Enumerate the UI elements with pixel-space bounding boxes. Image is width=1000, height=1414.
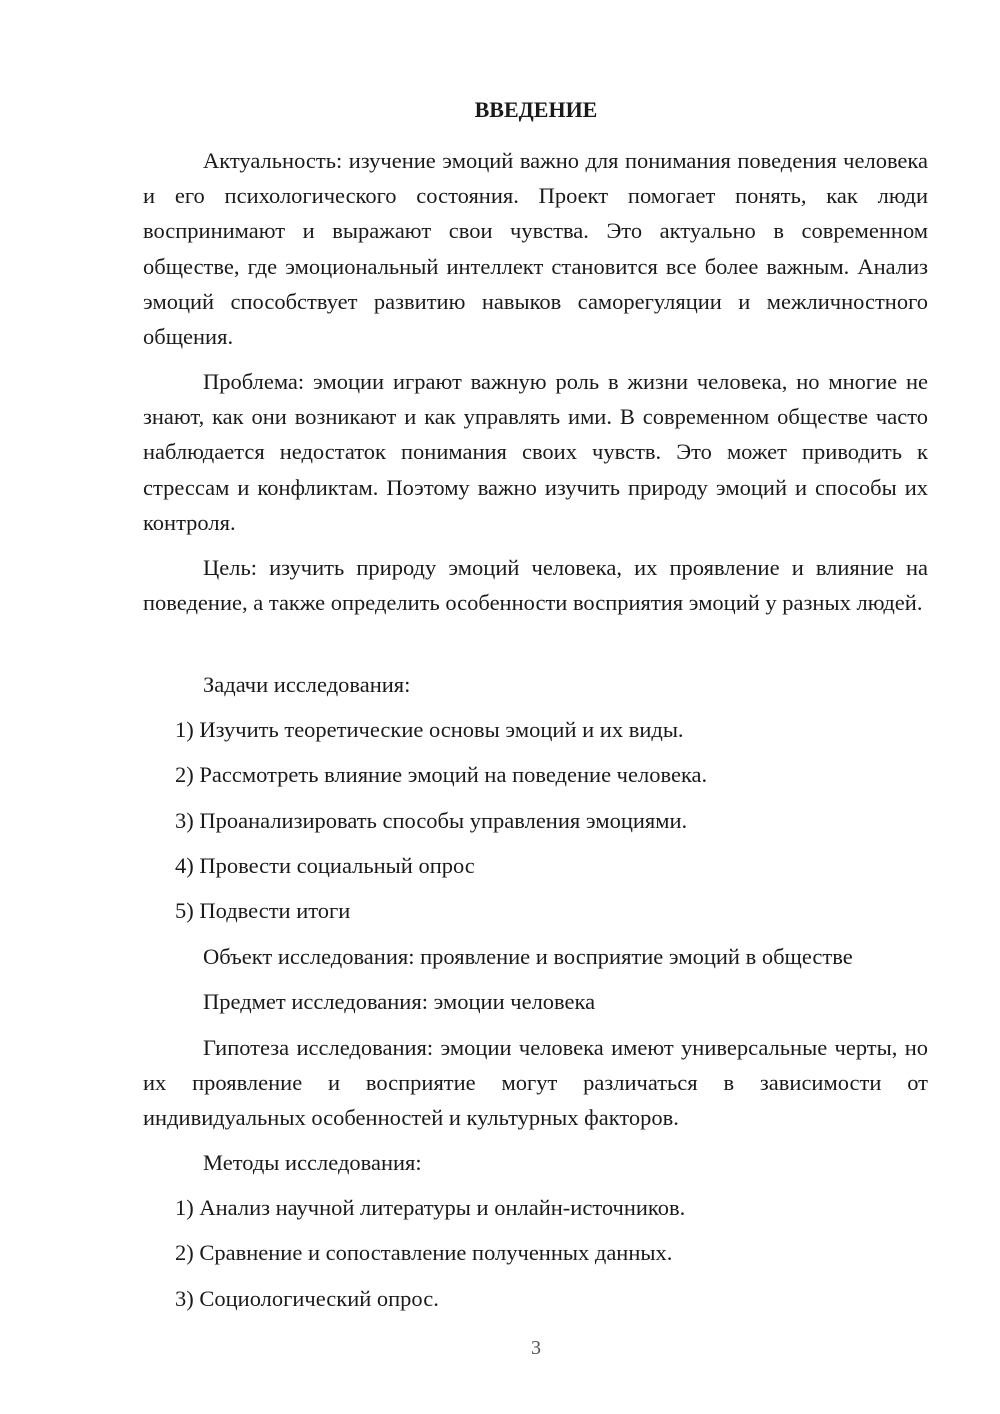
research-object: Объект исследования: проявление и восприятие эмоций в обществе: [203, 944, 853, 969]
task-item: 5) Подвести итоги: [175, 898, 351, 923]
method-item: 1) Анализ научной литературы и онлайн-источников.: [175, 1195, 686, 1220]
method-item: 2) Сравнение и сопоставление полученных данных.: [175, 1240, 673, 1265]
task-item: 3) Проанализировать способы управления эмоциями.: [175, 808, 688, 833]
research-subject: Предмет исследования: эмоции человека: [203, 989, 596, 1014]
paragraph-hypothesis: Гипотеза исследования: эмоции человека имеют универсальные черты, но их проявление и восприятие могут различаться в зависимости от индивидуальных особенностей и культурных факторов.: [143, 1035, 928, 1131]
paragraph-goal: Цель: изучить природу эмоций человека, их проявление и влияние на поведение, а также определить особенности восприятия эмоций у разных людей.: [143, 555, 928, 616]
tasks-title: Задачи исследования:: [203, 672, 411, 697]
task-item: 1) Изучить теоретические основы эмоций и их виды.: [175, 717, 684, 742]
paragraph-relevance: Актуальность: изучение эмоций важно для понимания поведения человека и его психологического состояния. Проект помогает понять, как люди воспринимают и выражают свои чувства. Это актуально в современном обществе, где эмоциональный интеллект становится все более важным. Анализ эмоций способствует развитию навыков саморегуляции и межличностного общения.: [143, 148, 928, 350]
page-title: ВВЕДЕНИЕ: [474, 97, 598, 122]
task-item: 4) Провести социальный опрос: [175, 853, 475, 878]
method-item: 3) Социологический опрос.: [175, 1286, 439, 1311]
paragraph-problem: Проблема: эмоции играют важную роль в жизни человека, но многие не знают, как они возникают и как управлять ими. В современном обществе часто наблюдается недостаток понимания своих чувств. Это может приводить к стрессам и конфликтам. Поэтому важно изучить природу эмоций и способы их контроля.: [143, 369, 928, 535]
task-item: 2) Рассмотреть влияние эмоций на поведение человека.: [175, 762, 708, 787]
page-number: 3: [531, 1337, 541, 1359]
methods-title: Методы исследования:: [203, 1150, 422, 1175]
